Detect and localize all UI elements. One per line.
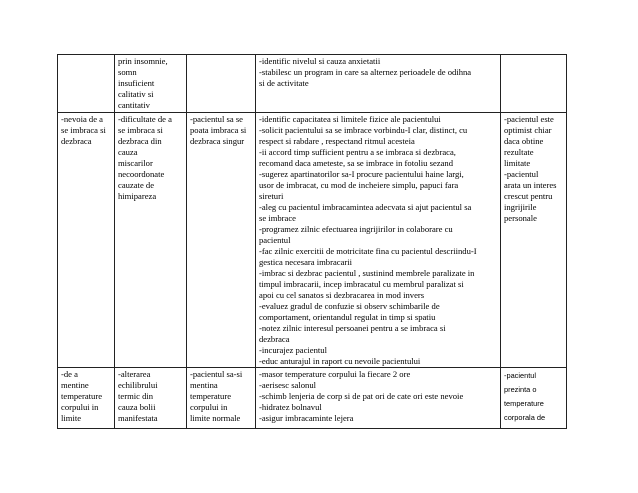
cell-text-line: cauza bolii: [118, 402, 156, 412]
cell-text-line: limite: [61, 413, 82, 423]
cell-text-line: pacientul: [259, 235, 291, 245]
cell-text-line: -pacientul este: [504, 114, 554, 124]
cell-text-line: cauzate de: [118, 180, 155, 190]
cell-text-line: calitativ si: [118, 89, 154, 99]
cell-text-line: corporala de: [504, 413, 546, 422]
cell-text-line: necoordonate: [118, 169, 165, 179]
cell-text-line: cauza: [118, 147, 138, 157]
cell-text-line: gestica necesara imbracarii: [259, 257, 353, 267]
cell-text-line: insuficient: [118, 78, 155, 88]
cell-text-line: temperature: [504, 399, 544, 408]
cell-text-line: se imbrace: [259, 213, 296, 223]
evaluation-cell: [501, 368, 567, 429]
problem-cell: [115, 368, 187, 429]
cell-text-line: -pacientul sa-si: [190, 369, 243, 379]
cell-text-line: corpului in: [190, 402, 228, 412]
cell-text-line: arata un interes: [504, 180, 557, 190]
cell-text-line: temperature: [61, 391, 103, 401]
cell-text-line: prezinta o: [504, 385, 537, 394]
cell-text-line: limitate: [504, 158, 531, 168]
need-cell: [58, 368, 115, 429]
cell-text-line: -sugerez apartinatorilor sa-I procure pacientului haine largi,: [259, 169, 464, 179]
need-cell: [58, 55, 115, 113]
cell-text-line: timpul imbracarii, incep imbracatul cu membrul paralizat si: [259, 279, 464, 289]
cell-text-line: comportament, orientandul regulat in timp si spatiu: [259, 312, 436, 322]
cell-text-line: -incurajez pacientul: [259, 345, 327, 355]
cell-text-line: -aleg cu pacientul imbracamintea adecvata si ajut pacientul sa: [259, 202, 472, 212]
cell-text-line: crescut pentru: [504, 191, 553, 201]
cell-text-line: si de activitate: [259, 78, 309, 88]
cell-text-line: dezbraca din: [118, 136, 162, 146]
cell-text-line: -evaluez gradul de confuzie si observ schimbarile de: [259, 301, 440, 311]
cell-text-line: mentina: [190, 380, 218, 390]
cell-text-line: -imbrac si dezbrac pacientul , sustinind membrele paralizate in: [259, 268, 475, 278]
cell-text-line: echilibrului: [118, 380, 158, 390]
cell-text-line: -hidratez bolnavul: [259, 402, 322, 412]
interventions-cell: [256, 113, 501, 368]
cell-text-line: se imbraca si: [118, 125, 163, 135]
cell-text-line: -identific capacitatea si limitele fizice ale pacientului: [259, 114, 441, 124]
cell-text-line: mentine: [61, 380, 89, 390]
cell-text-line: usor de imbracat, cu mod de incheiere simplu, papuci fara: [259, 180, 459, 190]
cell-text-line: -alterarea: [118, 369, 151, 379]
cell-text-line: -solicit pacientului sa se imbrace vorbindu-I clar, distinct, cu: [259, 125, 468, 135]
cell-text-line: manifestata: [118, 413, 158, 423]
cell-text-line: -notez zilnic interesul persoanei pentru a se imbraca si: [259, 323, 446, 333]
cell-text-line: miscarilor: [118, 158, 153, 168]
problem-cell: [115, 55, 187, 113]
cell-text-line: -fac zilnic exercitii de motricitate fina cu pacientul descriindu-I: [259, 246, 477, 256]
cell-text-line: -programez zilnic efectuarea ingrijirilor in colaborare cu: [259, 224, 453, 234]
cell-text-line: ingrijirile: [504, 202, 537, 212]
cell-text-line: sireturi: [259, 191, 284, 201]
table-row: [58, 113, 567, 368]
cell-text-line: -aerisesc salonul: [259, 380, 317, 390]
objective-cell: [187, 113, 256, 368]
cell-text-line: se imbraca si: [61, 125, 106, 135]
problem-cell: [115, 113, 187, 368]
cell-text-line: recomand daca ameteste, sa se imbrace in fotoliu sezand: [259, 158, 453, 168]
cell-text-line: -pacientul: [504, 371, 537, 380]
cell-text-line: respect si rabdare , respectand ritmul acesteia: [259, 136, 415, 146]
interventions-cell: [256, 55, 501, 113]
cell-text-line: apoi cu cel sanatos si dezbracarea in mod invers: [259, 290, 425, 300]
cell-text-line: -schimb lenjeria de corp si de pat ori de cate ori este nevoie: [259, 391, 464, 401]
cell-text-line: temperature: [190, 391, 232, 401]
cell-text-line: personale: [504, 213, 537, 223]
objective-cell: [187, 55, 256, 113]
cell-text-line: daca obtine: [504, 136, 544, 146]
cell-text-line: -dificultate de a: [118, 114, 172, 124]
need-cell: [58, 113, 115, 368]
table-row: [58, 55, 567, 113]
cell-text-line: -nevoia de a: [61, 114, 103, 124]
cell-text-line: optimist chiar: [504, 125, 552, 135]
cell-text-line: -identific nivelul si cauza anxietatii: [259, 56, 381, 66]
cell-text-line: -de a: [61, 369, 78, 379]
cell-text-line: himipareza: [118, 191, 157, 201]
cell-text-line: -pacientul: [504, 169, 539, 179]
cell-text-line: -pacientul sa se: [190, 114, 243, 124]
cell-text-line: -educ anturajul in raport cu nevoile pacientului: [259, 356, 421, 366]
cell-text-line: -ii accord timp sufficient pentru a se imbraca si dezbraca,: [259, 147, 456, 157]
cell-text-line: -asigur imbracaminte lejera: [259, 413, 354, 423]
table-row: [58, 368, 567, 429]
cell-text-line: dezbraca singur: [190, 136, 245, 146]
objective-cell: [187, 368, 256, 429]
cell-text-line: termic din: [118, 391, 154, 401]
cell-text-line: limite normale: [190, 413, 241, 423]
nursing-care-plan-table: [57, 54, 567, 429]
interventions-cell: [256, 368, 501, 429]
cell-text-line: somn: [118, 67, 137, 77]
evaluation-cell: [501, 113, 567, 368]
cell-text-line: dezbraca: [259, 334, 290, 344]
cell-text-line: cantitativ: [118, 100, 150, 110]
cell-text-line: -masor temperature corpului la fiecare 2 ore: [259, 369, 411, 379]
cell-text-line: poata imbraca si: [190, 125, 247, 135]
cell-text-line: corpului in: [61, 402, 99, 412]
cell-text-line: rezultate: [504, 147, 534, 157]
cell-text-line: dezbraca: [61, 136, 92, 146]
cell-text-line: -stabilesc un program in care sa alternez perioadele de odihna: [259, 67, 472, 77]
cell-text-line: prin insomnie,: [118, 56, 168, 66]
evaluation-cell: [501, 55, 567, 113]
